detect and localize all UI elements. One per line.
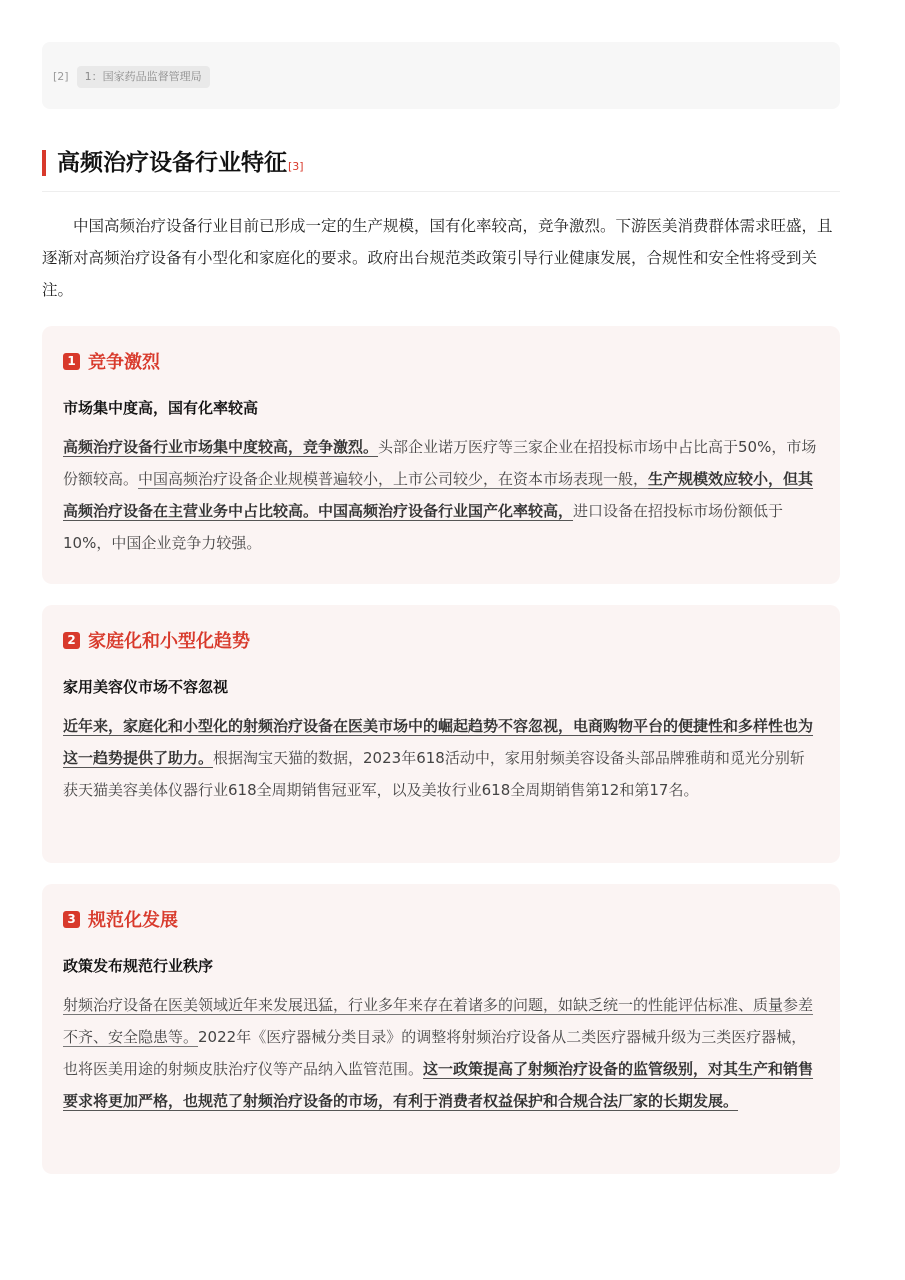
card-body xyxy=(63,989,818,1117)
section-intro: 中国高频治疗设备行业目前已形成一定的生产规模，国有化率较高，竞争激烈。下游医美消费群体需求旺盛，且逐渐对高频治疗设备有小型化和家庭化的要求。政府出台规范类政策引导行业健康发展，合规性和安全性将受到关注。 xyxy=(42,217,833,299)
card-title: 规范化发展 xyxy=(88,910,178,931)
feature-card-regulation xyxy=(42,884,840,1174)
body-highlight: 高频治疗设备行业市场集中度较高，竞争激烈。 xyxy=(63,438,379,456)
card-header xyxy=(63,625,818,655)
card-body xyxy=(63,710,818,806)
body-text: 进口设备在招投标市场份额低于10%，中国企业竞争力较强。 xyxy=(63,502,784,552)
section-header xyxy=(42,146,840,192)
body-underline: 中国高频治疗设备企业规模普遍较小，上市公司较少，在资本市场表现一般， xyxy=(138,470,649,488)
body-text: 2022年《医疗器械分类目录》的调整将射频治疗设备从二类医疗器械升级为三类医疗器械，也将医美用途的射频皮肤治疗仪等产品纳入监管范围。 xyxy=(63,1028,807,1078)
card-subtitle: 市场集中度高，国有化率较高 xyxy=(63,399,259,417)
card-body xyxy=(63,431,818,559)
section-title xyxy=(57,146,304,180)
number-badge: 2 xyxy=(63,632,80,649)
card-title: 竞争激烈 xyxy=(88,352,160,373)
body-text: 根据淘宝天猫的数据，2023年618活动中，家用射频美容设备头部品牌雅萌和觅光分别斩获天猫美容美体仪器行业618全周期销售冠亚军，以及美妆行业618全周期销售第12和第17名。 xyxy=(63,749,805,799)
feature-card-competition xyxy=(42,326,840,584)
card-subtitle: 政策发布规范行业秩序 xyxy=(63,957,214,975)
body-underline: 射频治疗设备在医美领域近年来发展迅猛，行业多年来存在着诸多的问题，如缺乏统一的性能评估标准、质量参差不齐、安全隐患等。 xyxy=(63,996,814,1046)
body-highlight: 近年来，家庭化和小型化的射频治疗设备在医美市场中的崛起趋势不容忽视，电商购物平台的便捷性和多样性也为这一趋势提供了助力。 xyxy=(63,717,814,767)
body-text: 头部企业诺万医疗等三家企业在招投标市场中占比高于50%，市场份额较高。 xyxy=(63,438,817,488)
body-highlight: 生产规模效应较小，但其高频治疗设备在主营业务中占比较高。中国高频治疗设备行业国产化率较高， xyxy=(63,470,814,520)
title-accent-bar xyxy=(42,150,46,176)
feature-card-miniaturization xyxy=(42,605,840,863)
card-subtitle: 家用美容仪市场不容忽视 xyxy=(63,678,229,696)
card-title: 家庭化和小型化趋势 xyxy=(88,631,250,652)
reference-box xyxy=(42,42,840,109)
citation-link[interactable]: [3] xyxy=(288,160,304,173)
reference-source-tag[interactable]: 1：国家药品监督管理局 xyxy=(77,66,210,88)
number-badge: 3 xyxy=(63,911,80,928)
reference-number: [2] xyxy=(53,70,69,83)
section-title-text: 高频治疗设备行业特征 xyxy=(57,150,287,176)
number-badge: 1 xyxy=(63,353,80,370)
card-header xyxy=(63,904,818,934)
card-header xyxy=(63,346,818,376)
body-highlight: 这一政策提高了射频治疗设备的监管级别，对其生产和销售要求将更加严格，也规范了射频治疗设备的市场，有利于消费者权益保护和合规合法厂家的长期发展。 xyxy=(63,1060,814,1110)
